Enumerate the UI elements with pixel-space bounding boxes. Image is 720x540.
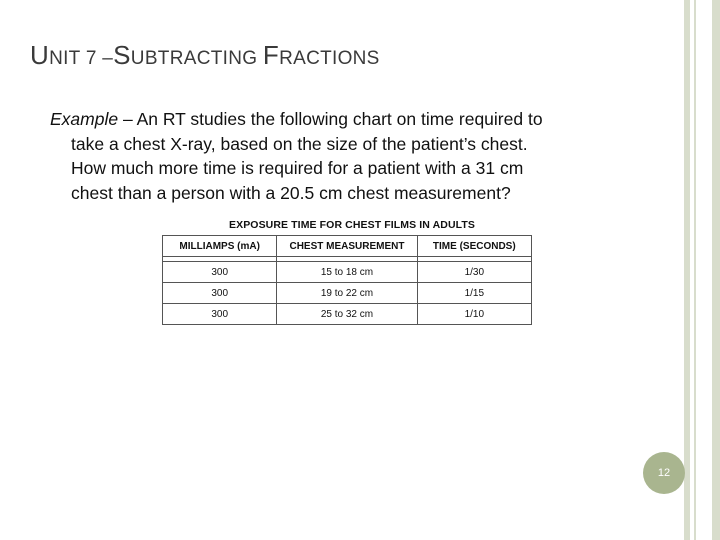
- title-text: RACTIONS: [279, 48, 380, 69]
- edge-rule: [684, 0, 690, 540]
- table-title: EXPOSURE TIME FOR CHEST FILMS IN ADULTS: [229, 219, 475, 231]
- table-row: [163, 304, 532, 325]
- table-cell: 1/15: [417, 283, 531, 304]
- title-text: S: [113, 40, 131, 70]
- body-line: chest than a person with a 20.5 cm chest measurement?: [71, 182, 511, 203]
- slide-title: [30, 40, 380, 71]
- table-cell: 1/30: [417, 262, 531, 283]
- title-text: UBTRACTING: [130, 48, 263, 69]
- title-text: NIT 7 –: [49, 48, 114, 69]
- table-cell: 300: [163, 283, 277, 304]
- table-row: [163, 262, 532, 283]
- table-cell: 19 to 22 cm: [277, 283, 417, 304]
- table-cell: 25 to 32 cm: [277, 304, 417, 325]
- column-header: MILLIAMPS (mA): [163, 236, 277, 257]
- table-cell: 1/10: [417, 304, 531, 325]
- exposure-table: [162, 235, 532, 325]
- title-text: U: [30, 40, 50, 70]
- body-line: take a chest X-ray, based on the size of the patient’s chest.: [71, 133, 528, 154]
- table-cell: 300: [163, 304, 277, 325]
- column-header: TIME (SECONDS): [417, 236, 531, 257]
- edge-rule: [694, 0, 696, 540]
- table-cell: 300: [163, 262, 277, 283]
- page-number: 12: [657, 467, 671, 479]
- exposure-chart: [162, 219, 534, 325]
- title-text: F: [262, 40, 280, 70]
- table-row: [163, 283, 532, 304]
- body-line: – An RT studies the following chart on time required to: [118, 109, 543, 129]
- body-line: How much more time is required for a patient with a 31 cm: [71, 158, 524, 178]
- example-label: Example: [50, 109, 119, 129]
- table-header-row: [163, 236, 532, 257]
- edge-rule: [712, 0, 720, 540]
- example-paragraph: [50, 107, 640, 205]
- page-number-badge: [643, 452, 685, 494]
- column-header: CHEST MEASUREMENT: [277, 236, 417, 257]
- table-cell: 15 to 18 cm: [277, 262, 417, 283]
